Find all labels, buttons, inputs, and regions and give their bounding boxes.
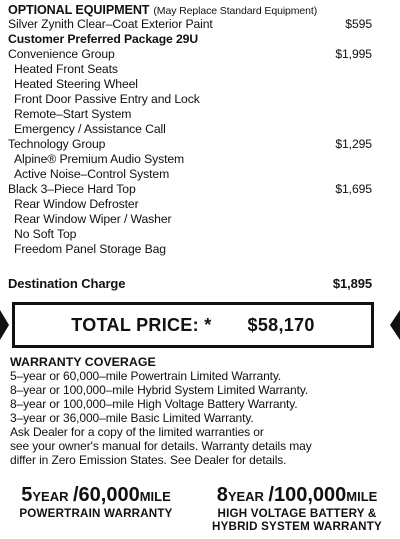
warranty-line: see your owner's manual for details. Warranty details may — [10, 439, 312, 453]
option-subitem — [14, 92, 372, 107]
badge-mile-unit: MILE — [346, 489, 378, 504]
warranty-line: differ in Zero Emission States. See Dealer for details. — [10, 453, 287, 467]
option-price: $595 — [345, 17, 372, 31]
subitem-label: Rear Window Defroster — [14, 197, 139, 211]
option-label: Silver Zynith Clear–Coat Exterior Paint — [8, 17, 213, 31]
option-row — [8, 137, 372, 152]
badge-caption: HYBRID SYSTEM WARRANTY — [212, 520, 382, 533]
subitem-label: Front Door Passive Entry and Lock — [14, 92, 200, 106]
warranty-line: Ask Dealer for a copy of the limited warranties or — [10, 425, 264, 439]
badge-year-unit: YEAR — [32, 489, 69, 504]
option-subitem — [14, 212, 372, 227]
option-subitem — [14, 227, 372, 242]
subitem-label: Alpine® Premium Audio System — [14, 152, 185, 166]
destination-price: $1,895 — [332, 276, 372, 291]
subitem-label: Remote–Start System — [14, 107, 132, 121]
option-subitem — [14, 107, 372, 122]
option-row — [8, 182, 372, 197]
warranty-title: WARRANTY COVERAGE — [10, 355, 156, 369]
option-row — [8, 17, 372, 32]
left-pointer-icon — [0, 310, 9, 340]
badge-miles: 100,000 — [273, 484, 347, 506]
badge-mile-unit: MILE — [139, 489, 171, 504]
option-price: $1,995 — [335, 47, 372, 61]
warranty-line: 3–year or 36,000–mile Basic Limited Warranty. — [10, 411, 254, 425]
subitem-label: No Soft Top — [14, 227, 77, 241]
warranty-line: 8–year or 100,000–mile High Voltage Battery Warranty. — [10, 397, 298, 411]
package-row — [8, 32, 372, 47]
option-subitem — [14, 122, 372, 137]
option-subitem — [14, 62, 372, 77]
option-label: Convenience Group — [8, 47, 115, 61]
destination-label: Destination Charge — [8, 276, 126, 291]
option-price: $1,295 — [335, 137, 372, 151]
badge-headline — [8, 484, 184, 507]
right-pointer-icon — [390, 310, 400, 340]
package-label: Customer Preferred Package 29U — [8, 32, 199, 46]
option-subitem — [14, 77, 372, 92]
subitem-label: Active Noise–Control System — [14, 167, 170, 181]
section-note: (May Replace Standard Equipment) — [153, 5, 318, 17]
option-row — [8, 47, 372, 62]
badge-caption: POWERTRAIN WARRANTY — [19, 507, 173, 520]
subitem-label: Emergency / Assistance Call — [14, 122, 166, 136]
powertrain-warranty-badge — [8, 484, 184, 520]
option-subitem — [14, 242, 372, 257]
section-title: OPTIONAL EQUIPMENT — [8, 3, 150, 17]
destination-row — [8, 276, 372, 291]
badge-slash: / — [72, 484, 79, 506]
option-label: Black 3–Piece Hard Top — [8, 182, 136, 196]
badge-slash: / — [268, 484, 274, 506]
warranty-line: 8–year or 100,000–mile Hybrid System Limited Warranty. — [10, 383, 309, 397]
subitem-label: Freedom Panel Storage Bag — [14, 242, 166, 256]
battery-warranty-badge — [198, 484, 396, 533]
total-value: $58,170 — [247, 314, 315, 335]
badge-year-unit: YEAR — [227, 489, 264, 504]
total-label: TOTAL PRICE: * — [71, 314, 212, 335]
subitem-label: Heated Steering Wheel — [14, 77, 138, 91]
option-subitem — [14, 167, 372, 182]
badge-years: 5 — [21, 484, 33, 506]
badge-headline — [198, 484, 396, 507]
badge-caption: HIGH VOLTAGE BATTERY & — [217, 507, 377, 520]
badge-years: 8 — [216, 484, 228, 506]
warranty-line: 5–year or 60,000–mile Powertrain Limited Warranty. — [10, 369, 282, 383]
option-label: Technology Group — [8, 137, 106, 151]
total-price-box — [12, 302, 374, 348]
option-price: $1,695 — [335, 182, 372, 196]
subitem-label: Rear Window Wiper / Washer — [14, 212, 172, 226]
option-subitem — [14, 152, 372, 167]
badge-miles: 60,000 — [78, 484, 140, 506]
option-subitem — [14, 197, 372, 212]
subitem-label: Heated Front Seats — [14, 62, 118, 76]
